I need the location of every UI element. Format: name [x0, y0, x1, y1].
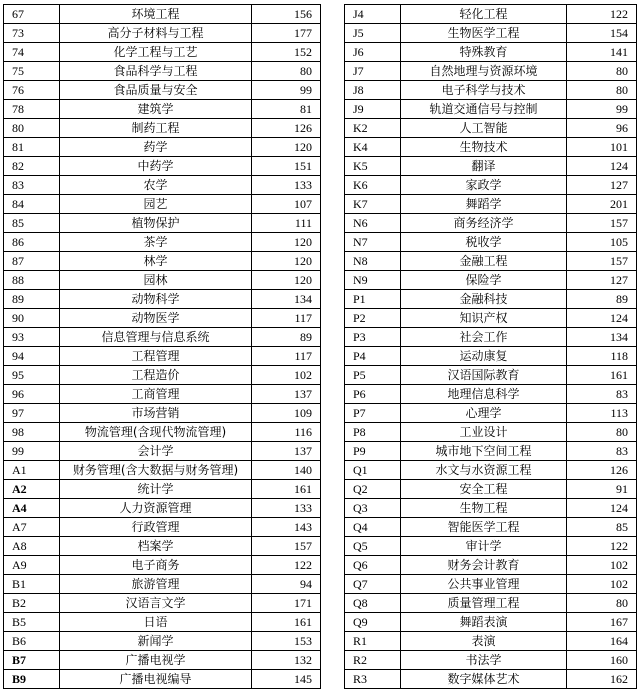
- table-row: [345, 62, 637, 81]
- major-count: 105: [567, 233, 637, 252]
- major-name: 表演: [401, 632, 567, 651]
- major-code: P5: [345, 366, 401, 385]
- major-code: 82: [4, 157, 60, 176]
- major-name: 工商管理: [60, 385, 252, 404]
- major-count: 80: [567, 62, 637, 81]
- major-code: A4: [4, 499, 60, 518]
- major-name: 高分子材料与工程: [60, 24, 252, 43]
- table-row: [345, 5, 637, 24]
- major-name: 舞蹈学: [401, 195, 567, 214]
- table-row: [4, 176, 321, 195]
- major-code: P6: [345, 385, 401, 404]
- major-count: 161: [252, 613, 321, 632]
- major-code: K4: [345, 138, 401, 157]
- major-code: B2: [4, 594, 60, 613]
- major-name: 人工智能: [401, 119, 567, 138]
- major-code: N6: [345, 214, 401, 233]
- major-count: 140: [252, 461, 321, 480]
- major-name: 商务经济学: [401, 214, 567, 233]
- major-code: K7: [345, 195, 401, 214]
- major-count: 83: [567, 442, 637, 461]
- major-code: P1: [345, 290, 401, 309]
- table-row: [345, 195, 637, 214]
- major-count: 120: [252, 233, 321, 252]
- table-row: [4, 214, 321, 233]
- major-name: 植物保护: [60, 214, 252, 233]
- major-count: 80: [567, 423, 637, 442]
- major-count: 102: [567, 575, 637, 594]
- major-name: 汉语国际教育: [401, 366, 567, 385]
- table-row: [4, 233, 321, 252]
- table-row: [4, 5, 321, 24]
- major-name: 新闻学: [60, 632, 252, 651]
- major-code: P8: [345, 423, 401, 442]
- major-count: 137: [252, 385, 321, 404]
- major-count: 109: [252, 404, 321, 423]
- major-count: 133: [252, 176, 321, 195]
- major-name: 人力资源管理: [60, 499, 252, 518]
- major-code: R1: [345, 632, 401, 651]
- major-name: 财务会计教育: [401, 556, 567, 575]
- major-name: 园林: [60, 271, 252, 290]
- major-code: Q9: [345, 613, 401, 632]
- table-row: [345, 100, 637, 119]
- major-name: 安全工程: [401, 480, 567, 499]
- major-code: A1: [4, 461, 60, 480]
- major-code: B1: [4, 575, 60, 594]
- table-row: [345, 309, 637, 328]
- major-name: 保险学: [401, 271, 567, 290]
- major-count: 157: [567, 252, 637, 271]
- major-count: 143: [252, 518, 321, 537]
- major-count: 164: [567, 632, 637, 651]
- major-code: K6: [345, 176, 401, 195]
- table-row: [4, 651, 321, 670]
- major-name: 生物工程: [401, 499, 567, 518]
- major-name: 生物医学工程: [401, 24, 567, 43]
- major-code: 94: [4, 347, 60, 366]
- table-row: [4, 556, 321, 575]
- table-row: [4, 480, 321, 499]
- major-code: 90: [4, 309, 60, 328]
- major-count: 102: [567, 556, 637, 575]
- table-row: [345, 119, 637, 138]
- major-count: 81: [252, 100, 321, 119]
- major-code: A2: [4, 480, 60, 499]
- major-name: 公共事业管理: [401, 575, 567, 594]
- major-name: 汉语言文学: [60, 594, 252, 613]
- table-row: [4, 385, 321, 404]
- table-row: [345, 138, 637, 157]
- major-name: 档案学: [60, 537, 252, 556]
- table-row: [4, 404, 321, 423]
- major-name: 审计学: [401, 537, 567, 556]
- major-name: 心理学: [401, 404, 567, 423]
- right-table-body: [345, 5, 637, 689]
- table-row: [4, 347, 321, 366]
- table-row: [4, 575, 321, 594]
- table-row: [345, 252, 637, 271]
- major-name: 广播电视编导: [60, 670, 252, 689]
- table-row: [4, 81, 321, 100]
- major-count: 102: [252, 366, 321, 385]
- major-count: 111: [252, 214, 321, 233]
- major-code: Q8: [345, 594, 401, 613]
- major-code: N8: [345, 252, 401, 271]
- major-name: 金融工程: [401, 252, 567, 271]
- major-count: 154: [567, 24, 637, 43]
- table-row: [345, 594, 637, 613]
- major-code: Q5: [345, 537, 401, 556]
- major-count: 122: [252, 556, 321, 575]
- table-row: [345, 518, 637, 537]
- table-row: [345, 43, 637, 62]
- major-count: 157: [252, 537, 321, 556]
- major-code: B6: [4, 632, 60, 651]
- major-code: 98: [4, 423, 60, 442]
- major-code: 75: [4, 62, 60, 81]
- major-name: 工业设计: [401, 423, 567, 442]
- major-count: 126: [252, 119, 321, 138]
- major-count: 113: [567, 404, 637, 423]
- major-name: 动物医学: [60, 309, 252, 328]
- major-code: 93: [4, 328, 60, 347]
- major-name: 工程管理: [60, 347, 252, 366]
- major-name: 统计学: [60, 480, 252, 499]
- major-name: 广播电视学: [60, 651, 252, 670]
- major-code: J7: [345, 62, 401, 81]
- major-name: 林学: [60, 252, 252, 271]
- major-count: 91: [567, 480, 637, 499]
- major-count: 80: [567, 594, 637, 613]
- major-name: 动物科学: [60, 290, 252, 309]
- major-name: 书法学: [401, 651, 567, 670]
- major-count: 153: [252, 632, 321, 651]
- major-name: 市场营销: [60, 404, 252, 423]
- major-code: Q1: [345, 461, 401, 480]
- major-count: 89: [567, 290, 637, 309]
- major-code: 78: [4, 100, 60, 119]
- major-code: Q2: [345, 480, 401, 499]
- table-row: [4, 442, 321, 461]
- major-count: 117: [252, 309, 321, 328]
- major-name: 翻译: [401, 157, 567, 176]
- major-count: 201: [567, 195, 637, 214]
- table-row: [4, 43, 321, 62]
- major-code: P3: [345, 328, 401, 347]
- table-row: [4, 100, 321, 119]
- major-name: 化学工程与工艺: [60, 43, 252, 62]
- major-count: 127: [567, 176, 637, 195]
- table-row: [345, 366, 637, 385]
- table-row: [345, 670, 637, 689]
- major-name: 电子商务: [60, 556, 252, 575]
- major-name: 建筑学: [60, 100, 252, 119]
- table-row: [345, 157, 637, 176]
- table-row: [345, 613, 637, 632]
- major-code: A8: [4, 537, 60, 556]
- right-major-table: [344, 4, 637, 689]
- major-count: 117: [252, 347, 321, 366]
- major-name: 信息管理与信息系统: [60, 328, 252, 347]
- major-count: 152: [252, 43, 321, 62]
- table-row: [345, 423, 637, 442]
- table-row: [345, 233, 637, 252]
- table-row: [345, 81, 637, 100]
- major-name: 食品质量与安全: [60, 81, 252, 100]
- table-row: [4, 670, 321, 689]
- major-count: 94: [252, 575, 321, 594]
- major-count: 80: [252, 62, 321, 81]
- major-count: 118: [567, 347, 637, 366]
- major-count: 141: [567, 43, 637, 62]
- major-code: B7: [4, 651, 60, 670]
- major-name: 轻化工程: [401, 5, 567, 24]
- major-code: K2: [345, 119, 401, 138]
- major-code: 84: [4, 195, 60, 214]
- major-code: P9: [345, 442, 401, 461]
- table-row: [345, 24, 637, 43]
- major-name: 会计学: [60, 442, 252, 461]
- major-code: 99: [4, 442, 60, 461]
- table-row: [4, 613, 321, 632]
- table-row: [345, 651, 637, 670]
- major-count: 156: [252, 5, 321, 24]
- table-row: [4, 271, 321, 290]
- major-name: 舞蹈表演: [401, 613, 567, 632]
- major-code: 83: [4, 176, 60, 195]
- major-name: 财务管理(含大数据与财务管理): [60, 461, 252, 480]
- major-code: J4: [345, 5, 401, 24]
- major-code: 88: [4, 271, 60, 290]
- major-code: P4: [345, 347, 401, 366]
- major-count: 137: [252, 442, 321, 461]
- major-code: B9: [4, 670, 60, 689]
- major-code: J6: [345, 43, 401, 62]
- major-code: N9: [345, 271, 401, 290]
- major-code: R2: [345, 651, 401, 670]
- major-code: R3: [345, 670, 401, 689]
- table-row: [345, 632, 637, 651]
- table-row: [4, 195, 321, 214]
- major-count: 120: [252, 271, 321, 290]
- table-row: [4, 461, 321, 480]
- major-count: 127: [567, 271, 637, 290]
- major-name: 数字媒体艺术: [401, 670, 567, 689]
- major-code: A9: [4, 556, 60, 575]
- table-row: [4, 62, 321, 81]
- table-row: [4, 138, 321, 157]
- major-code: 95: [4, 366, 60, 385]
- major-count: 177: [252, 24, 321, 43]
- major-code: P2: [345, 309, 401, 328]
- major-name: 工程造价: [60, 366, 252, 385]
- major-code: B5: [4, 613, 60, 632]
- major-name: 制药工程: [60, 119, 252, 138]
- table-row: [345, 328, 637, 347]
- major-name: 物流管理(含现代物流管理): [60, 423, 252, 442]
- major-code: Q3: [345, 499, 401, 518]
- major-code: 74: [4, 43, 60, 62]
- major-code: 86: [4, 233, 60, 252]
- major-count: 167: [567, 613, 637, 632]
- major-code: Q4: [345, 518, 401, 537]
- major-code: 96: [4, 385, 60, 404]
- major-count: 116: [252, 423, 321, 442]
- major-name: 税收学: [401, 233, 567, 252]
- major-count: 124: [567, 157, 637, 176]
- major-count: 99: [252, 81, 321, 100]
- major-name: 知识产权: [401, 309, 567, 328]
- major-count: 89: [252, 328, 321, 347]
- major-count: 120: [252, 138, 321, 157]
- table-row: [345, 575, 637, 594]
- major-name: 茶学: [60, 233, 252, 252]
- major-count: 160: [567, 651, 637, 670]
- table-row: [345, 271, 637, 290]
- major-code: Q6: [345, 556, 401, 575]
- major-code: J5: [345, 24, 401, 43]
- major-name: 旅游管理: [60, 575, 252, 594]
- table-row: [4, 24, 321, 43]
- table-row: [4, 632, 321, 651]
- table-row: [4, 499, 321, 518]
- major-code: 85: [4, 214, 60, 233]
- major-count: 80: [567, 81, 637, 100]
- table-row: [4, 290, 321, 309]
- major-count: 107: [252, 195, 321, 214]
- table-row: [345, 499, 637, 518]
- table-row: [4, 328, 321, 347]
- major-code: 73: [4, 24, 60, 43]
- major-count: 101: [567, 138, 637, 157]
- table-row: [4, 366, 321, 385]
- table-row: [4, 537, 321, 556]
- major-name: 地理信息科学: [401, 385, 567, 404]
- left-table-body: [4, 5, 321, 689]
- major-name: 药学: [60, 138, 252, 157]
- table-row: [345, 442, 637, 461]
- major-count: 122: [567, 5, 637, 24]
- major-code: 76: [4, 81, 60, 100]
- major-name: 智能医学工程: [401, 518, 567, 537]
- major-name: 家政学: [401, 176, 567, 195]
- major-name: 农学: [60, 176, 252, 195]
- major-name: 轨道交通信号与控制: [401, 100, 567, 119]
- major-name: 自然地理与资源环境: [401, 62, 567, 81]
- major-count: 122: [567, 537, 637, 556]
- major-code: 67: [4, 5, 60, 24]
- major-name: 质量管理工程: [401, 594, 567, 613]
- major-count: 124: [567, 499, 637, 518]
- major-code: Q7: [345, 575, 401, 594]
- major-name: 运动康复: [401, 347, 567, 366]
- table-row: [345, 556, 637, 575]
- major-name: 生物技术: [401, 138, 567, 157]
- table-row: [4, 518, 321, 537]
- major-code: 81: [4, 138, 60, 157]
- table-row: [345, 176, 637, 195]
- major-count: 126: [567, 461, 637, 480]
- major-code: J9: [345, 100, 401, 119]
- major-count: 162: [567, 670, 637, 689]
- major-count: 132: [252, 651, 321, 670]
- major-count: 134: [567, 328, 637, 347]
- major-count: 161: [252, 480, 321, 499]
- major-count: 96: [567, 119, 637, 138]
- table-row: [4, 119, 321, 138]
- major-count: 85: [567, 518, 637, 537]
- major-code: J8: [345, 81, 401, 100]
- major-count: 124: [567, 309, 637, 328]
- major-name: 园艺: [60, 195, 252, 214]
- major-code: 87: [4, 252, 60, 271]
- major-code: 97: [4, 404, 60, 423]
- table-row: [345, 404, 637, 423]
- major-name: 电子科学与技术: [401, 81, 567, 100]
- major-count: 133: [252, 499, 321, 518]
- table-row: [345, 214, 637, 233]
- major-count: 145: [252, 670, 321, 689]
- table-row: [4, 594, 321, 613]
- major-count: 171: [252, 594, 321, 613]
- table-row: [345, 461, 637, 480]
- major-count: 83: [567, 385, 637, 404]
- table-row: [4, 423, 321, 442]
- major-name: 行政管理: [60, 518, 252, 537]
- table-row: [4, 309, 321, 328]
- major-name: 社会工作: [401, 328, 567, 347]
- major-count: 157: [567, 214, 637, 233]
- left-major-table: [3, 4, 321, 689]
- major-count: 120: [252, 252, 321, 271]
- major-name: 城市地下空间工程: [401, 442, 567, 461]
- major-code: N7: [345, 233, 401, 252]
- major-name: 水文与水资源工程: [401, 461, 567, 480]
- major-code: 80: [4, 119, 60, 138]
- major-count: 99: [567, 100, 637, 119]
- major-name: 环境工程: [60, 5, 252, 24]
- major-code: 89: [4, 290, 60, 309]
- table-row: [4, 252, 321, 271]
- major-name: 中药学: [60, 157, 252, 176]
- major-count: 134: [252, 290, 321, 309]
- major-name: 金融科技: [401, 290, 567, 309]
- major-count: 151: [252, 157, 321, 176]
- major-name: 日语: [60, 613, 252, 632]
- table-row: [345, 385, 637, 404]
- table-row: [345, 480, 637, 499]
- table-row: [4, 157, 321, 176]
- major-name: 食品科学与工程: [60, 62, 252, 81]
- table-row: [345, 290, 637, 309]
- major-code: P7: [345, 404, 401, 423]
- table-row: [345, 537, 637, 556]
- table-row: [345, 347, 637, 366]
- major-count: 161: [567, 366, 637, 385]
- major-code: K5: [345, 157, 401, 176]
- major-name: 特殊教育: [401, 43, 567, 62]
- major-code: A7: [4, 518, 60, 537]
